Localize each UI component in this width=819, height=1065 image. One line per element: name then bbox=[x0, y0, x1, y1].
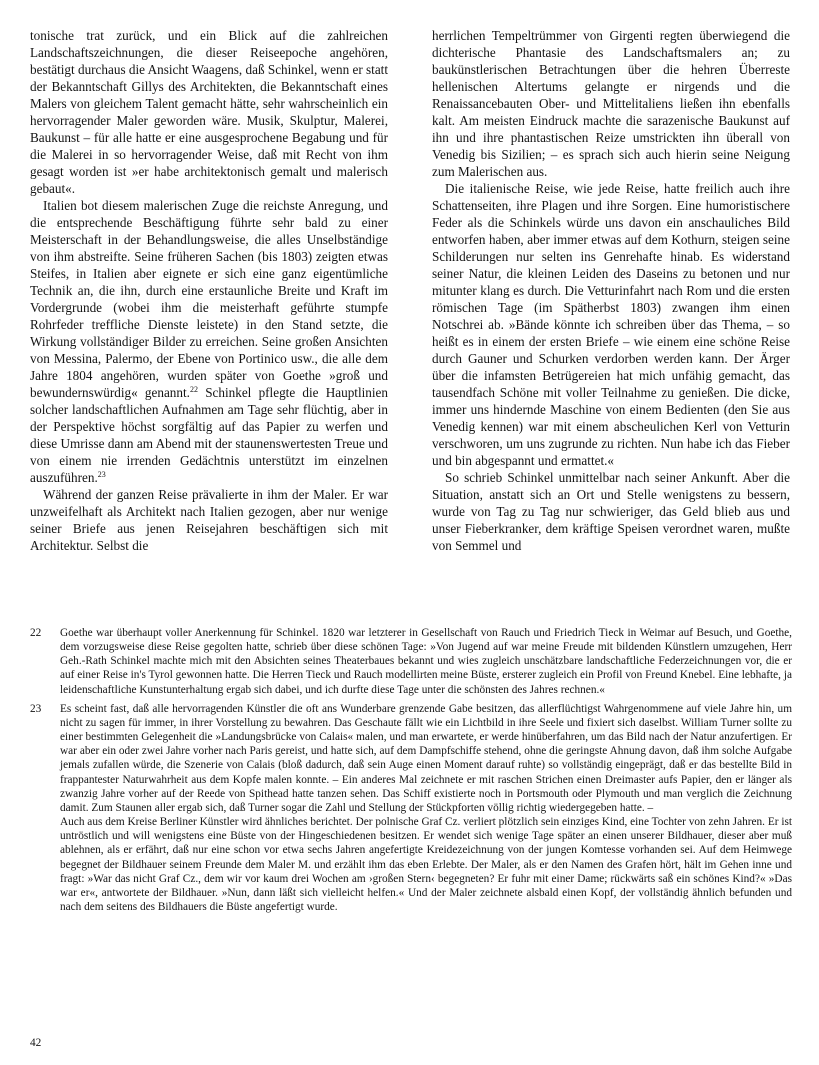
paragraph: tonische trat zurück, und ein Blick auf die zahlreichen Landschaftszeichnungen, die dieser Reiseepoche angehören, bestätigt durchaus die Ansicht Waagens, daß Schinkel, wenn er statt der Bekanntschaft Gillys des Architekten, die Bekanntschaft eines Malers von gleichem Talent gemacht hätte, sehr wahrscheinlich ein hervorragender Maler geworden wäre. Musik, Skulptur, Malerei, Baukunst – für alle hatte er eine ausgesprochene Begabung und für die Malerei in so hervorragender Weise, daß mit Recht von ihm gesagt worden ist »er habe architektonisch gemalt und malerisch gebaut«. bbox=[30, 28, 388, 196]
paragraph bbox=[30, 197, 388, 486]
footnotes bbox=[30, 626, 792, 919]
footnote-number: 22 bbox=[30, 627, 42, 639]
footnote-ref-22[interactable]: 22 bbox=[189, 385, 198, 394]
footnote-body bbox=[60, 702, 792, 914]
paragraph: herrlichen Tempeltrümmer von Girgenti regten überwiegend die dichterische Phantasie des Landschaftsmalers an; zu baukünstlerischen Betrachtungen über die hehren Überreste hellenischen Altertums gelangte er nirgends und die Renaissancebauten Ober- und Mittelitaliens ließen ihn ebenfalls kalt. Am meisten Eindruck machte die sarazenische Baukunst auf ihn und ihre phantastischen Reize umstrickten ihn überall von Venedig bis Sizilien; – es sprach sich auch hierin seine Neigung zum Malerischen aus. bbox=[432, 28, 790, 179]
footnote-22 bbox=[30, 626, 792, 697]
right-column bbox=[432, 27, 790, 554]
page-number: 42 bbox=[30, 1037, 42, 1049]
paragraph-text: Schinkel pflegte die Hauptlinien solcher landschaftlichen Aufnahmen am Tage sehr flüchtig, aber in der Perspektive höchst sorgfältig auf das Papier zu werfen und diese Umrisse dann am Abend mit der staunenswertesten Treue und von einem nie irrenden Gedächtnis unterstützt im einzelnen auszuführen. bbox=[30, 385, 389, 485]
paragraph: So schrieb Schinkel unmittelbar nach seiner Ankunft. Aber die Situation, anstatt sich an Ort und Stelle wenigstens zu bessern, wurde von Tag zu Tag nur schwieriger, das Geld blieb aus und unser Fieberkranker, dem kräftige Speisen verordnet waren, mußte von Semmel und bbox=[432, 470, 790, 553]
paragraph: Während der ganzen Reise prävalierte in ihm der Maler. Er war unzweifelhaft als Architekt nach Italien gezogen, aber nur wenige seiner Briefe aus jenen Reisejahren beschäftigen sich mit Architektur. Selbst die bbox=[30, 487, 388, 553]
footnote-body bbox=[60, 626, 792, 697]
paragraph: Die italienische Reise, wie jede Reise, hatte freilich auch ihre Schattenseiten, ihre Plagen und ihre Sorgen. Eine humoristischere Feder als die Schinkels würde uns davon ein anschauliches Bild entworfen haben, aber immer etwas auf dem Kothurn, steigen seine Schilderungen nur selten ins Genrehafte hinab. Es widerstand seiner Natur, die kleinen Leiden des Daseins zu betonen und nur mitunter klang es durch. Die Vetturinfahrt nach Rom und die ersten römischen Tage (im Spätherbst 1803) zwangen ihm einen Notschrei ab. »Bände könnte ich schreiben über das Thema, – so heißt es in einem der ersten Briefe – wie einem eine schöne Reise durch Gauner und Schurken verdorben werden kann. Der Ärger über die infamsten Betrügereien hat mich unfähig gemacht, das tausendfach Schöne mit voller Teilnahme zu genießen. Die dicke, immer uns hindernde Maschine von einem Bedienten (den Sie aus Venedig kennen) war mit einem abscheulichen Kerl von Vetturin verschworen, um uns zugrunde zu richten. Nun habe ich das Fieber und bin abgespannt und ermattet.« bbox=[432, 181, 790, 468]
footnote-paragraph: Auch aus dem Kreise Berliner Künstler wird ähnliches berichtet. Der polnische Graf Cz. verliert plötzlich sein einziges Kind, eine Tochter von zehn Jahren. Er ist untröstlich und will wenigstens eine Büste von der Hingeschiedenen besitzen. Er wendet sich wenige Tage später an einen unserer Bildhauer, dieser aber muß ablehnen, als er erfährt, daß nur eine schon vor etwa sechs Jahren angefertigte Kreidezeichnung von der jungen Komtesse vorhanden sei. Auf dem Heimwege begegnet der Bildhauer seinem Freunde dem Maler M. und erzählt ihm das eben Erlebte. Der Maler, als er den Namen des Grafen hört, hält im Gehen inne und fragt: »War das nicht Graf Cz., dem wir vor kaum drei Wochen am ›großen Stern‹ begegneten? Er fuhr mit einer Dame; rückwärts saß ein schönes Kind?« »Das war er«, antwortete der Bildhauer. »Nun, dann läßt sich vielleicht helfen.« Und der Maler zeichnete alsbald einen Kopf, der vollständig ähnlich befunden und nach dem seitens des Bildhauers die Büste angefertigt wurde. bbox=[60, 816, 792, 913]
footnote-ref-23[interactable]: 23 bbox=[97, 470, 106, 479]
footnote-paragraph: Es scheint fast, daß alle hervorragenden Künstler die oft ans Wunderbare grenzende Gabe besitzen, das allerflüchtigst Wahrgenommene auf viele Jahre hin, um nicht zu sagen für immer, in ihrer Vorstellung zu bewahren. Das Geschaute fällt wie ein Lichtbild in ihre Seele und fixiert sich daselbst. William Turner sollte zu einer bestimmten Gelegenheit die »Landungsbrücke von Calais« malen, und man erwartete, er werde hinüberfahren, um das Bild nach der Natur anzufertigen. Er war aber ein oder zwei Jahre vorher nach Paris gereist, und hatte sich, auf dem Dampfschiffe stehend, ohne die geringste Ahnung davon, daß ihm solche Aufgabe jemals zufallen würde, die Szenerie von Calais (bloß dadurch, daß sein Auge einen Moment darauf ruhte) so vollständig eingeprägt, daß er das bestellte Bild in frappantester Naturwahrheit aus dem Kopfe malen konnte. – Ein anderes Mal zeichnete er mit raschen Strichen einen Dreimaster aufs Papier, den er länger als zwanzig Jahre vorher auf der Reede von Spithead hatte tanzen sehen. Das Schiff existierte noch in Portsmouth oder Plymouth und man verglich die Zeichnung damit. Zum Staunen aller ergab sich, daß Turner sogar die Zahl und Stellung der Stückpforten völlig richtig wiedergegeben hatte. – bbox=[60, 702, 792, 814]
footnote-paragraph: Goethe war überhaupt voller Anerkennung für Schinkel. 1820 war letzterer in Gesellschaft von Rauch und Friedrich Tieck in Weimar auf Besuch, und Goethe, dem vorzugsweise diese Reise gegolten hatte, schrieb über diese schönen Tage: »Von Jugend auf war meine Freude mit bildenden Künstlern umzugehen, Herr Geh.-Rath Schinkel machte mich mit den Absichten seines Theaterbaues bekannt und wies zugleich unschätzbare landschaftliche Federzeichnungen vor, die er auf einer Reise in's Tyrol gewonnen hatte. Die Herren Tieck und Rauch modellirten meine Büste, ersterer zugleich ein Profil von Freund Knebel. Eine lebhafte, ja leidenschaftliche Kunstunterhaltung ergab sich dabei, und ich durfte diese Tage unter die schönsten des Jahres rechnen.« bbox=[60, 627, 792, 696]
paragraph-text: Italien bot diesem malerischen Zuge die reichste Anregung, und die entsprechende Beschäftigung führte sehr bald zu einer Meisterschaft in der Behandlungsweise, die alles Unselbständige von ihm abstreifte. Seine früheren Sachen (bis 1803) zeigten etwas Steifes, in Italien aber eignete er sich eine ganz eigentümliche Technik an, die ihn, durch eine erstaunliche Breite und Kraft im Vordergrunde (wobei ihm die meisterhaft geführte stumpfe Rohrfeder treffliche Dienste leistete) in den Stand setzte, die Wirkung vollständiger Bilder zu erreichen. Seine großen Ansichten von Messina, Palermo, der Ebene von Portinico usw., die alle dem Jahre 1804 angehören, wurden später von Goethe »groß und bewundernswürdig« genannt. bbox=[30, 198, 388, 400]
footnote-23 bbox=[30, 702, 792, 914]
footnote-number: 23 bbox=[30, 702, 42, 715]
left-column bbox=[30, 27, 388, 554]
body-text-columns bbox=[30, 27, 790, 554]
